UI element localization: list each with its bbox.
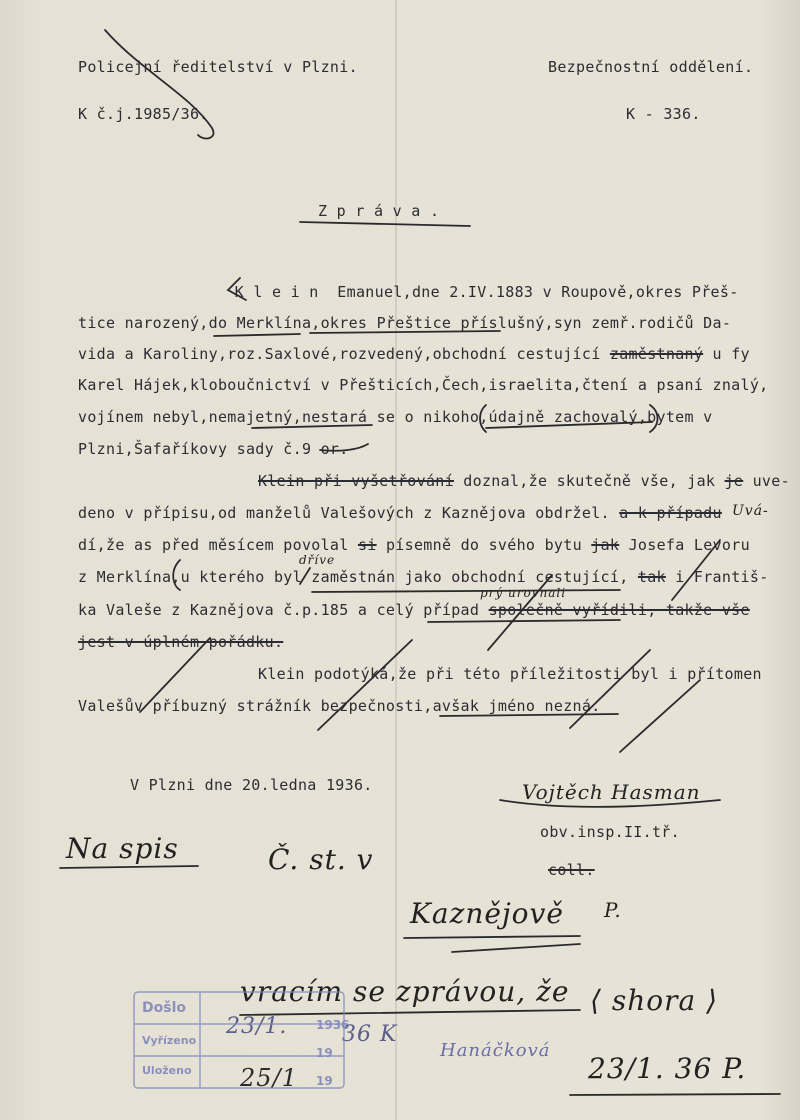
body-line-10: z Merklína,u kterého byl zaměstnán jako obchodní cestující, tak i Františ- bbox=[78, 568, 769, 586]
document-title: Z p r á v a . bbox=[318, 202, 440, 220]
handwritten-insert-drive: dříve bbox=[299, 553, 336, 567]
stamp-year-2: 19 bbox=[316, 1046, 333, 1060]
stamp-date-2: 25/1 bbox=[240, 1064, 298, 1092]
paper-fold bbox=[395, 0, 397, 1120]
header-right-ref: K - 336. bbox=[626, 105, 701, 123]
struck-text: zaměstnaný bbox=[609, 345, 704, 363]
stamp-date-1: 23/1. bbox=[226, 1014, 288, 1039]
stamp-label-ulozeno: Uloženo bbox=[142, 1064, 192, 1077]
header-left-title: Policejní ředitelství v Plzni. bbox=[78, 58, 358, 76]
handwritten-date-note: 23/1. 36 P. bbox=[588, 1052, 747, 1085]
signature: Vojtěch Hasman bbox=[522, 780, 701, 804]
body-line-12: jest v úplném pořádku. bbox=[78, 633, 284, 651]
body-line-9: dí,že as před měsícem povolal si písemně do svého bytu jak Josefa Levoru bbox=[78, 536, 750, 554]
header-left-ref: K č.j.1985/36. bbox=[78, 105, 209, 123]
handwritten-insert-pry: prý urovnali bbox=[480, 586, 567, 600]
header-right-title: Bezpečnostní oddělení. bbox=[548, 58, 754, 76]
body-line-7: Klein při vyšetřování doznal,že skutečně vše, jak je uve- bbox=[258, 472, 790, 490]
body-line-6: Plzni,Šafaříkovy sady č.9 or. bbox=[78, 440, 349, 458]
body-line-8: deno v přípisu,od manželů Valešových z Kaznějova obdržel. a k případu bbox=[78, 504, 722, 522]
body-line-13: Klein podotýká,že při této příležitosti byl i přítomen bbox=[258, 665, 762, 683]
handwritten-vracim: vracím se zprávou, že bbox=[240, 975, 570, 1008]
handwritten-cst: Č. st. v bbox=[268, 843, 374, 876]
stamp-ink-1: 36 K bbox=[342, 1022, 398, 1047]
signature-rank: obv.insp.II.tř. bbox=[540, 823, 680, 841]
body-line-11: ka Valeše z Kaznějova č.p.185 a celý případ společně vyřídili, takže vše bbox=[78, 601, 750, 619]
stamp-label-vyrizeno: Vyřízeno bbox=[142, 1034, 197, 1047]
date-line: V Plzni dne 20.ledna 1936. bbox=[130, 776, 373, 794]
handwritten-shora: ⟨ shora ⟩ bbox=[590, 984, 718, 1017]
stamp-ink-2: Hanáčková bbox=[440, 1040, 551, 1061]
body-line-2: tice narozený,do Merklína,okres Přeštice příslušný,syn zemř.rodičů Da- bbox=[78, 314, 732, 332]
signature-struck-rank: coll. bbox=[548, 861, 595, 879]
body-line-3: vida a Karoliny,roz.Saxlové,rozvedený,obchodní cestující zaměstnaný u fy bbox=[78, 345, 750, 363]
stamp-year-1: 1936 bbox=[316, 1018, 350, 1032]
body-line-4: Karel Hájek,kloboučnictví v Přešticích,Čech,israelita,čtení a psaní znalý, bbox=[78, 376, 769, 394]
stamp-year-3: 19 bbox=[316, 1074, 333, 1088]
handwritten-p-mark: P. bbox=[604, 898, 622, 922]
handwritten-insert-uva: Uvá- bbox=[732, 503, 769, 519]
body-line-5: vojínem nebyl,nemajetný,nestará se o nikoho,údajně zachovalý,bytem v bbox=[78, 408, 713, 426]
body-line-1: K l e i n Emanuel,dne 2.IV.1883 v Roupově,okres Přeš- bbox=[216, 283, 739, 301]
handwritten-kaznejove: Kaznějově bbox=[410, 897, 564, 930]
body-line-14: Valešův příbuzný strážník bezpečnosti,avšak jméno nezná. bbox=[78, 697, 601, 715]
handwritten-naspis: Na spis bbox=[66, 832, 179, 865]
stamp-label-doslo: Došlo bbox=[142, 1000, 186, 1016]
